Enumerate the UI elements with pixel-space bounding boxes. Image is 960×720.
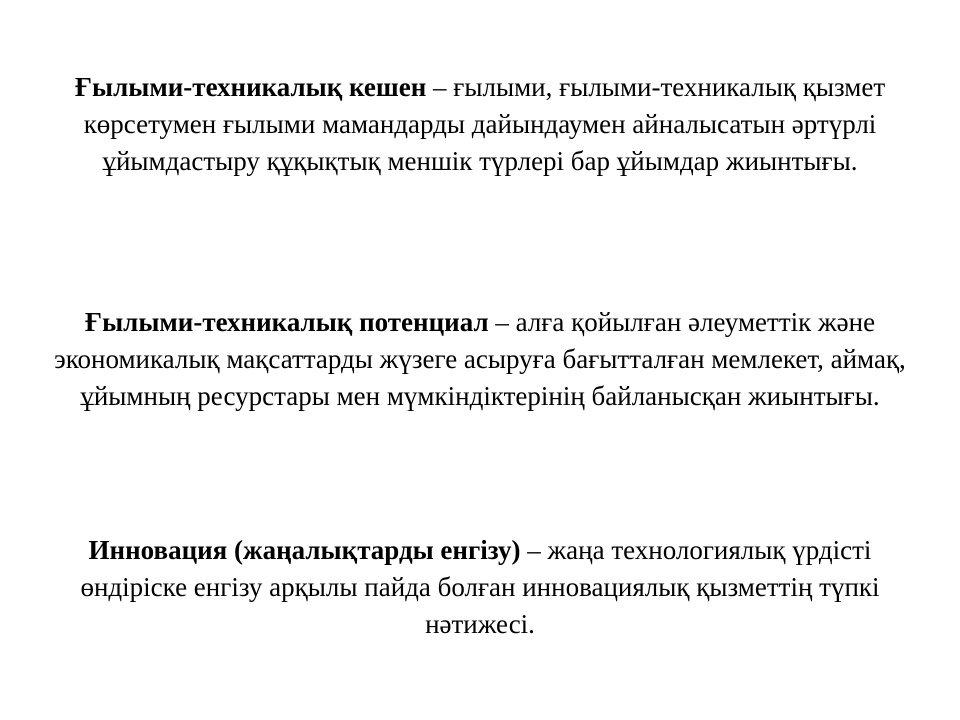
definition-text: жаңа технологиялық үрдісті өндіріске енгізу арқылы пайда болған инновациялық қызметтің түпкі нәтижесі. (80, 535, 880, 639)
definition-term: Инновация (жаңалықтарды енгізу) (88, 535, 521, 565)
definition-innovation (40, 532, 920, 643)
definition-separator: – (520, 535, 548, 565)
definition-term: Ғылыми-техникалық кешен (74, 72, 427, 102)
definition-scientific-technical-potential (40, 304, 920, 415)
definition-text: алға қойылған әлеуметтік және экономикалық мақсаттарды жүзеге асыруға бағытталған мемлекет, аймақ, ұйымның ресурстары мен мүмкіндіктерінің байланысқан жиынтығы. (54, 307, 906, 411)
definition-term: Ғылыми-техникалық потенциал (84, 307, 489, 337)
definition-separator: – (426, 72, 454, 102)
definition-scientific-technical-complex (40, 69, 920, 180)
definition-text: ғылыми, ғылыми-техникалық қызмет көрсетумен ғылыми мамандарды дайындаумен айналысатын әртүрлі ұйымдастыру құқықтық меншік түрлері бар ұйымдар жиынтығы. (83, 72, 886, 176)
definition-separator: – (488, 307, 516, 337)
